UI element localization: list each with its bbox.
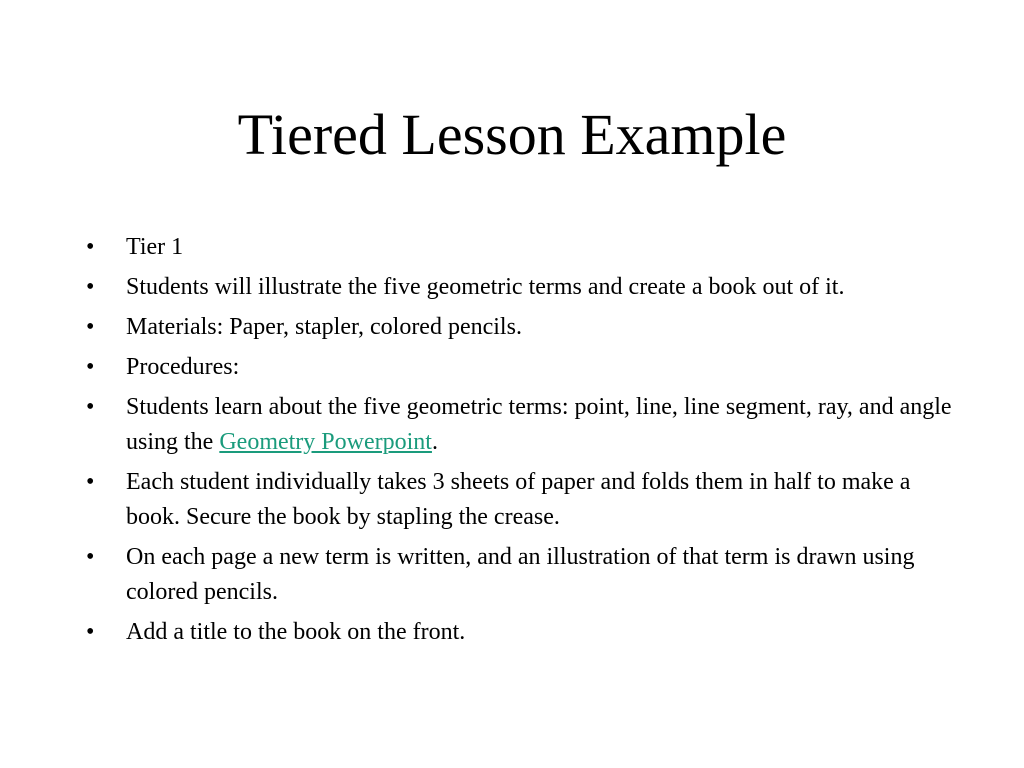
- bullet-item-learn-terms: [86, 390, 956, 460]
- bullet-text: Students will illustrate the five geometric terms and create a book out of it.: [126, 274, 845, 300]
- bullet-icon: •: [86, 394, 95, 420]
- bullet-icon: •: [86, 619, 95, 645]
- bullet-icon: •: [86, 234, 95, 260]
- bullet-text: Add a title to the book on the front.: [126, 619, 466, 645]
- bullet-list: [86, 230, 956, 655]
- bullet-icon: •: [86, 544, 95, 570]
- bullet-item-add-title: [86, 615, 956, 650]
- bullet-text: Tier 1: [126, 234, 184, 260]
- bullet-item-procedures: [86, 350, 956, 385]
- bullet-text-after-link: .: [431, 429, 438, 455]
- bullet-item-materials: [86, 310, 956, 345]
- bullet-item-objective: [86, 270, 956, 305]
- bullet-text: [126, 394, 952, 455]
- bullet-text: On each page a new term is written, and an illustration of that term is drawn using colored pencils.: [126, 544, 915, 605]
- bullet-text: Materials: Paper, stapler, colored pencils.: [126, 314, 522, 340]
- bullet-icon: •: [86, 354, 95, 380]
- geometry-powerpoint-link[interactable]: Geometry Powerpoint: [219, 429, 432, 455]
- bullet-item-each-page: [86, 540, 956, 610]
- bullet-text-before-link: Students learn about the five geometric terms: point, line, line segment, ray, and angle using the: [126, 394, 952, 455]
- bullet-item-fold-paper: [86, 465, 956, 535]
- bullet-icon: •: [86, 314, 95, 340]
- bullet-text: Procedures:: [126, 354, 240, 380]
- bullet-text: Each student individually takes 3 sheets of paper and folds them in half to make a book. Secure the book by stapling the crease.: [126, 469, 911, 530]
- slide-title: Tiered Lesson Example: [237, 102, 787, 167]
- bullet-item-tier: [86, 230, 956, 265]
- bullet-icon: •: [86, 274, 95, 300]
- bullet-icon: •: [86, 469, 95, 495]
